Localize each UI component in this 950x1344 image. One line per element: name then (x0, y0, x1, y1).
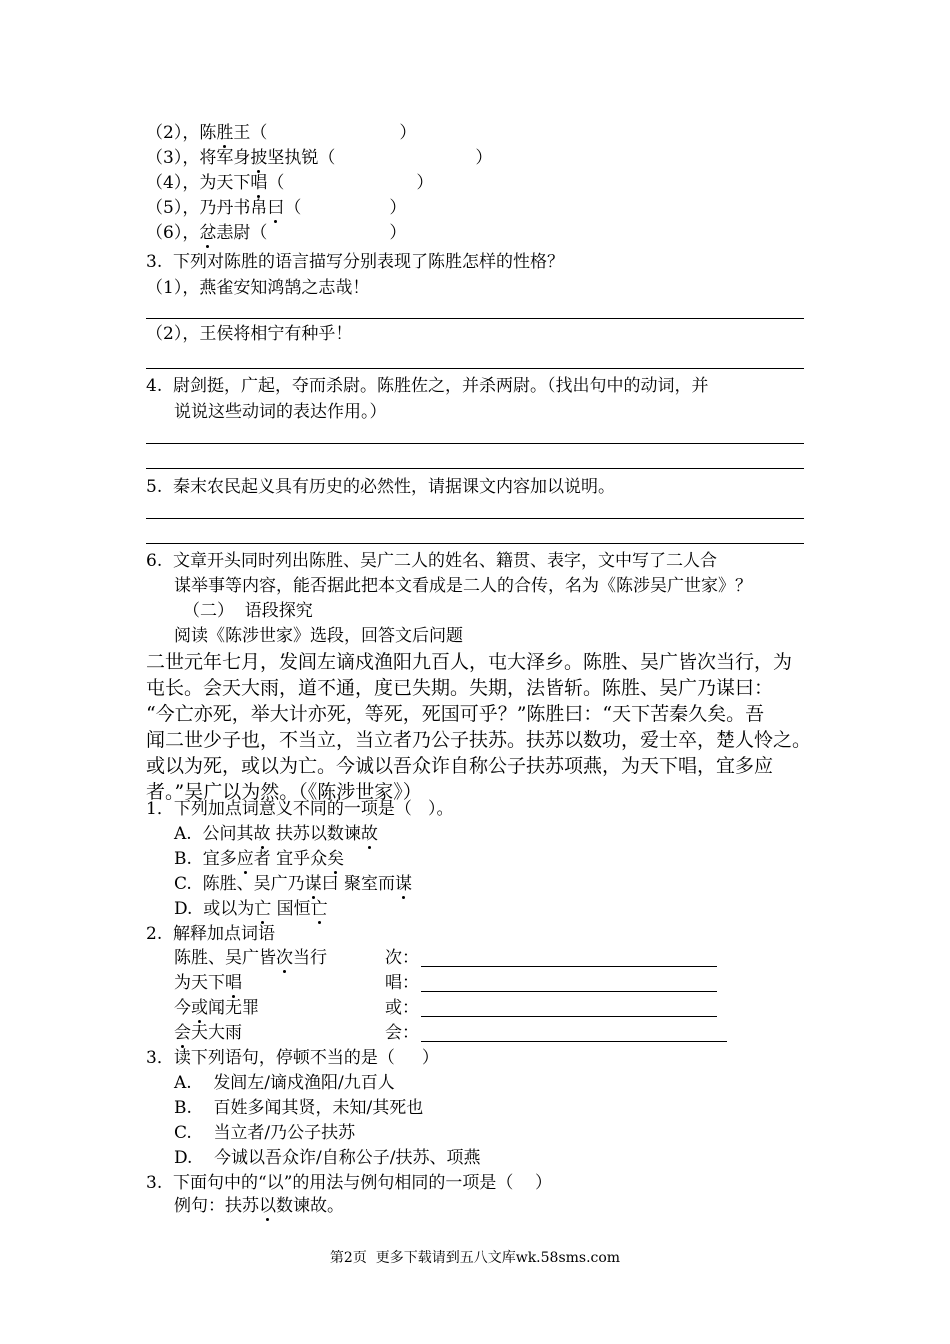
part2-question-4: 3. 下面句中的“以”的用法与例句相同的一项是（ ） (146, 1173, 553, 1193)
section-heading: （二） 语段探究 (183, 601, 313, 621)
passage-line: 屯长。会天大雨，道不通，度已失期。失期，法皆斩。陈胜、吴广乃谋曰： (146, 677, 774, 699)
passage-line: 二世元年七月，发闾左谪戍渔阳九百人，屯大泽乡。陈胜、吴广皆次当行，为 (146, 651, 793, 673)
q3-option-c[interactable]: C. 当立者/乃公子扶苏 (174, 1123, 356, 1143)
passage-line: “今亡亦死，举大计亦死，等死，死国可乎？”陈胜曰：“天下苦秦久矣。吾 (146, 703, 765, 725)
question-5: 5. 秦末农民起义具有历史的必然性，请据课文内容加以说明。 (146, 477, 616, 497)
passage-line: 或以为死，或以为亡。今诚以吾众诈自称公子扶苏项燕，为天下唱，宜多应 (146, 755, 774, 777)
example-sentence: 例句：扶苏以数谏故。 (174, 1196, 344, 1216)
question-3-sub-2: （2），王侯将相宁有种乎！ (146, 324, 353, 344)
q2-answer-label-3: 或： (385, 998, 419, 1018)
question-4-cont: 说说这些动词的表达作用。） (174, 402, 387, 422)
q3-option-b[interactable]: B. 百姓多闻其贤，未知/其死也 (174, 1098, 424, 1118)
q1-option-b[interactable]: B. 宜多应者 宜乎众矣 (174, 849, 345, 869)
q3-option-d[interactable]: D. 今诚以吾众诈/自称公子/扶苏、项燕 (174, 1148, 481, 1168)
part2-question-2: 2. 解释加点词语 (146, 924, 276, 944)
q2-word-1: 陈胜、吴广皆次当行 (174, 948, 327, 968)
passage-line: 者。”吴广以为然。（《陈涉世家》） (146, 781, 422, 803)
answer-line[interactable] (421, 1016, 717, 1017)
q2-answer-label-2: 唱： (385, 973, 419, 993)
question-4: 4. 尉剑挺，广起，夺而杀尉。陈胜佐之，并杀两尉。（找出句中的动词，并 (146, 376, 709, 396)
question-3: 3. 下列对陈胜的语言描写分别表现了陈胜怎样的性格？ (146, 252, 565, 272)
question-6-cont: 谋举事等内容，能否据此把本文看成是二人的合传，名为《陈涉吴广世家》？ (174, 576, 752, 596)
question-6: 6. 文章开头同时列出陈胜、吴广二人的姓名、籍贯、表字，文中写了二人合 (146, 551, 718, 571)
q2-word-2: 为天下唱 (174, 973, 242, 993)
q3-option-a[interactable]: A. 发闾左/谪戍渔阳/九百人 (174, 1073, 395, 1093)
q2-item-2: （2），陈胜王（ ） (146, 123, 417, 143)
page-footer: 第2页 更多下载请到五八文库wk.58sms.com (329, 1250, 621, 1266)
q2-answer-label-1: 次： (385, 948, 419, 968)
answer-line[interactable] (146, 443, 804, 444)
q2-item-3: （3），将军身披坚执锐（ ） (146, 148, 493, 168)
part2-question-3: 3．读下列语句，停顿不当的是（ ） (146, 1048, 439, 1068)
answer-line[interactable] (146, 518, 804, 519)
q2-item-5: （5），乃丹书帛曰（ ） (146, 198, 407, 218)
q2-answer-label-4: 会： (385, 1023, 419, 1043)
q1-option-d[interactable]: D. 或以为亡 国恒亡 (174, 899, 328, 919)
part2-question-1: 1．下列加点词意义不同的一项是（ ）。 (146, 799, 454, 819)
q1-option-c[interactable]: C. 陈胜、吴广乃谋曰 聚室而谋 (174, 874, 413, 894)
q2-word-3: 今或闻无罪 (174, 998, 259, 1018)
answer-line[interactable] (146, 368, 804, 369)
q2-item-6: （6），忿恚尉（ ） (146, 223, 407, 243)
q2-item-4: （4），为天下唱（ ） (146, 173, 434, 193)
reading-instruction: 阅读《陈涉世家》选段，回答文后问题 (174, 626, 463, 646)
answer-line[interactable] (421, 966, 717, 967)
answer-line[interactable] (146, 468, 804, 469)
q2-word-4: 会天大雨 (174, 1023, 242, 1043)
question-3-sub-1: （1），燕雀安知鸿鹄之志哉！ (146, 278, 370, 298)
passage-line: 闻二世少子也，不当立，当立者乃公子扶苏。扶苏以数功，爱士卒，楚人怜之。 (146, 729, 812, 751)
answer-line[interactable] (146, 543, 804, 544)
q1-option-a[interactable]: A. 公问其故 扶苏以数谏故 (174, 824, 378, 844)
answer-line[interactable] (421, 991, 717, 992)
answer-line[interactable] (421, 1041, 727, 1042)
answer-line[interactable] (146, 318, 804, 319)
